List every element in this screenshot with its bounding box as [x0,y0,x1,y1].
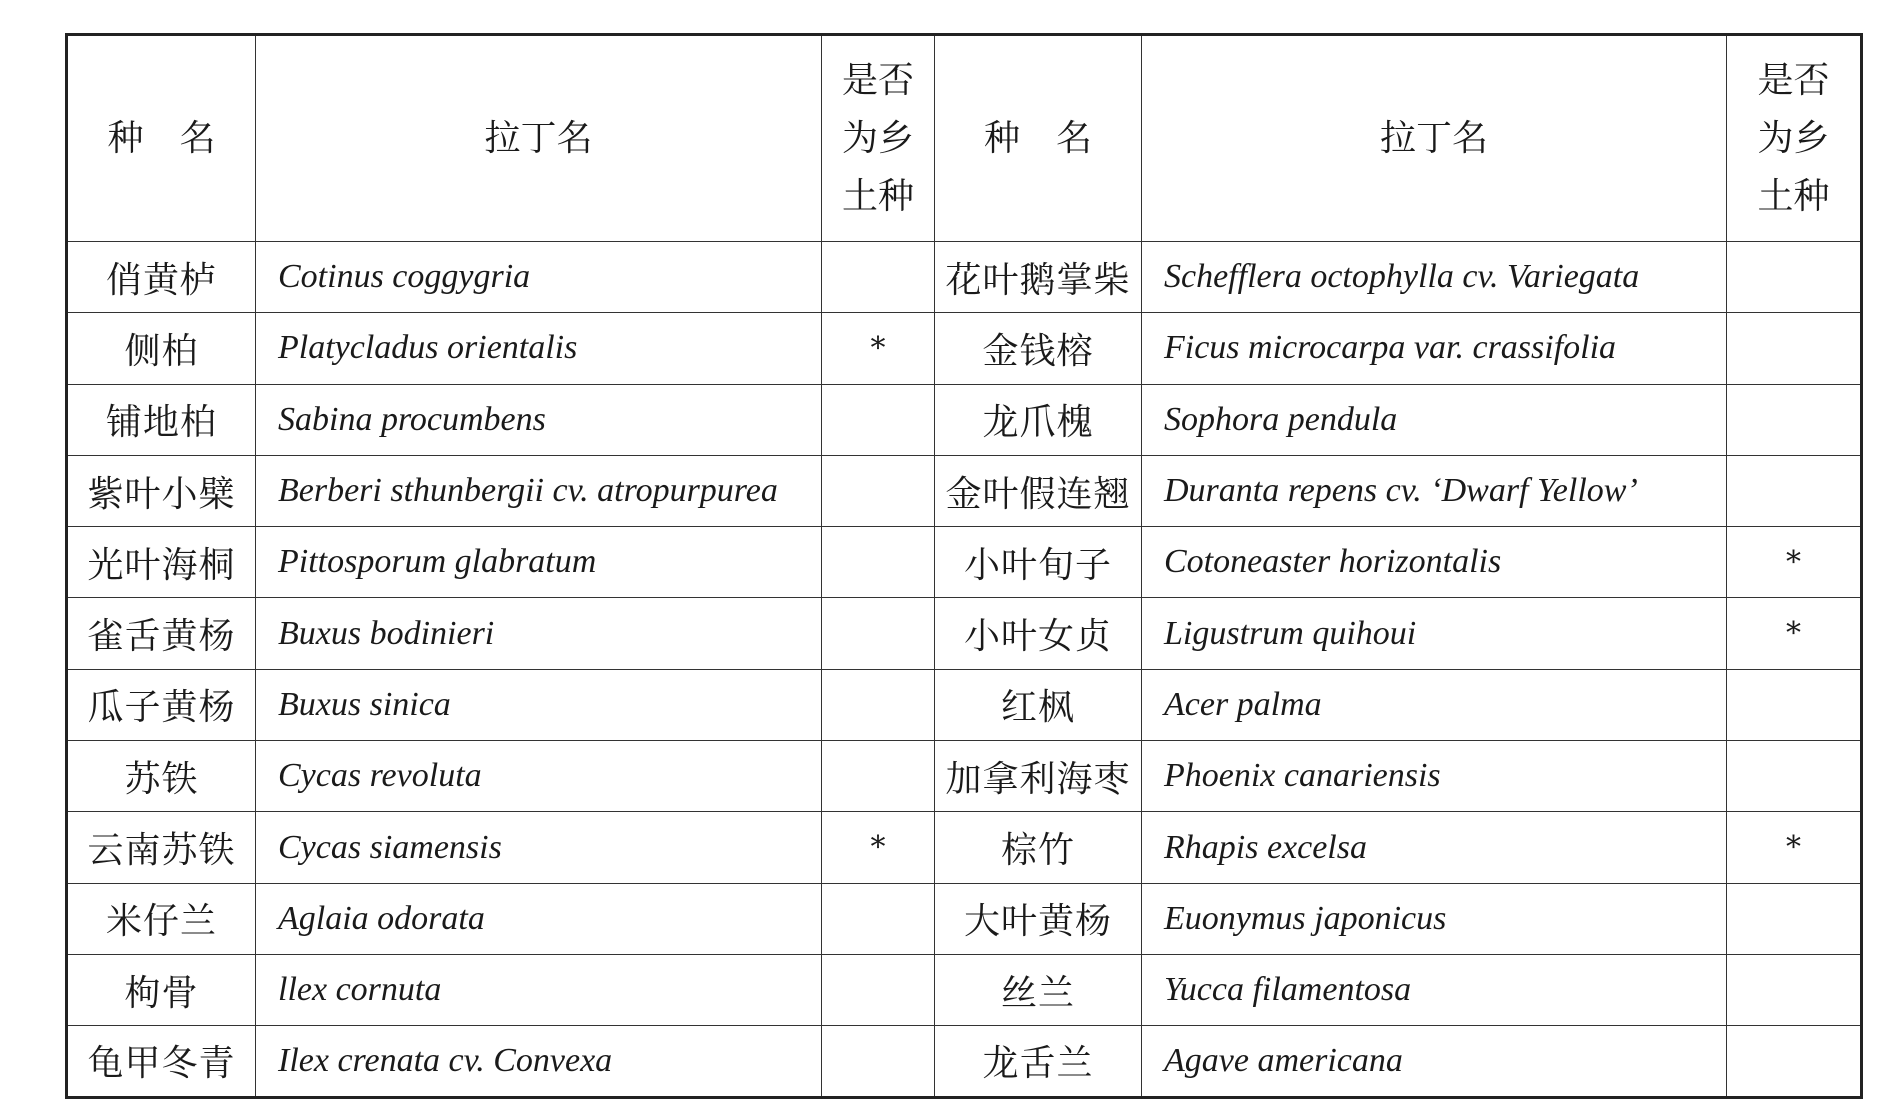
header-row [67,35,1862,242]
species-name-cell: 紫叶小檗 [67,455,256,526]
latin-name-cell: Cycas siamensis [256,812,822,883]
table-header [67,35,1862,242]
species-name-cell: 小叶女贞 [935,598,1142,669]
species-name-cell: 枸骨 [67,954,256,1025]
table-row [67,313,1862,384]
latin-name-cell: Pittosporum glabratum [256,527,822,598]
latin-name-cell: llex cornuta [256,954,822,1025]
native-flag-cell [1727,313,1862,384]
latin-name-cell: Ficus microcarpa var. crassifolia [1142,313,1727,384]
header-name-right: 种 名 [935,35,1142,242]
species-name-cell: 红枫 [935,669,1142,740]
table-row [67,883,1862,954]
native-flag-cell [822,242,935,313]
latin-name-cell: Buxus bodinieri [256,598,822,669]
header-native-right: 是否 为乡 土种 [1727,35,1862,242]
latin-name-cell: Acer palma [1142,669,1727,740]
species-name-cell: 龙舌兰 [935,1026,1142,1097]
species-name-cell: 丝兰 [935,954,1142,1025]
latin-name-cell: Phoenix canariensis [1142,741,1727,812]
table-row [67,741,1862,812]
latin-name-cell: Ligustrum quihoui [1142,598,1727,669]
latin-name-cell: Buxus sinica [256,669,822,740]
table-row [67,812,1862,883]
header-name-left: 种 名 [67,35,256,242]
native-flag-cell [822,598,935,669]
latin-name-cell: Duranta repens cv. ‘Dwarf Yellow’ [1142,455,1727,526]
native-flag-cell: * [1727,598,1862,669]
species-name-cell: 大叶黄杨 [935,883,1142,954]
species-name-cell: 金钱榕 [935,313,1142,384]
native-flag-cell [822,455,935,526]
species-name-cell: 侧柏 [67,313,256,384]
species-name-cell: 雀舌黄杨 [67,598,256,669]
table-row [67,527,1862,598]
native-flag-cell [1727,384,1862,455]
native-flag-cell: * [822,812,935,883]
species-name-cell: 光叶海桐 [67,527,256,598]
latin-name-cell: Aglaia odorata [256,883,822,954]
table-body [67,242,1862,1098]
native-flag-cell [822,669,935,740]
native-flag-cell [822,1026,935,1097]
native-flag-cell: * [1727,812,1862,883]
latin-name-cell: Agave americana [1142,1026,1727,1097]
species-name-cell: 加拿利海枣 [935,741,1142,812]
species-name-cell: 小叶旬子 [935,527,1142,598]
native-flag-cell [822,883,935,954]
species-table [65,33,1863,1099]
table-row [67,384,1862,455]
table-row [67,1026,1862,1097]
native-flag-cell [822,384,935,455]
latin-name-cell: Euonymus japonicus [1142,883,1727,954]
table-row [67,598,1862,669]
species-name-cell: 龙爪槐 [935,384,1142,455]
header-native-left: 是否 为乡 土种 [822,35,935,242]
native-flag-cell [1727,669,1862,740]
latin-name-cell: Yucca filamentosa [1142,954,1727,1025]
species-name-cell: 龟甲冬青 [67,1026,256,1097]
species-name-cell: 云南苏铁 [67,812,256,883]
latin-name-cell: Ilex crenata cv. Convexa [256,1026,822,1097]
native-flag-cell [1727,242,1862,313]
latin-name-cell: Sabina procumbens [256,384,822,455]
species-name-cell: 米仔兰 [67,883,256,954]
native-flag-cell [822,527,935,598]
latin-name-cell: Schefflera octophylla cv. Variegata [1142,242,1727,313]
table-row [67,242,1862,313]
latin-name-cell: Platycladus orientalis [256,313,822,384]
species-name-cell: 俏黄栌 [67,242,256,313]
native-flag-cell: * [822,313,935,384]
native-flag-cell: * [1727,527,1862,598]
species-name-cell: 瓜子黄杨 [67,669,256,740]
latin-name-cell: Berberi sthunbergii cv. atropurpurea [256,455,822,526]
species-name-cell: 金叶假连翘 [935,455,1142,526]
header-latin-left: 拉丁名 [256,35,822,242]
native-flag-cell [1727,741,1862,812]
native-flag-cell [822,741,935,812]
native-flag-cell [1727,954,1862,1025]
species-name-cell: 苏铁 [67,741,256,812]
latin-name-cell: Cotoneaster horizontalis [1142,527,1727,598]
table-row [67,669,1862,740]
species-name-cell: 棕竹 [935,812,1142,883]
latin-name-cell: Sophora pendula [1142,384,1727,455]
latin-name-cell: Rhapis excelsa [1142,812,1727,883]
latin-name-cell: Cotinus coggygria [256,242,822,313]
native-flag-cell [1727,455,1862,526]
species-name-cell: 铺地柏 [67,384,256,455]
latin-name-cell: Cycas revoluta [256,741,822,812]
native-flag-cell [1727,883,1862,954]
native-flag-cell [1727,1026,1862,1097]
table-row [67,954,1862,1025]
native-flag-cell [822,954,935,1025]
table-row [67,455,1862,526]
header-latin-right: 拉丁名 [1142,35,1727,242]
species-name-cell: 花叶鹅掌柴 [935,242,1142,313]
